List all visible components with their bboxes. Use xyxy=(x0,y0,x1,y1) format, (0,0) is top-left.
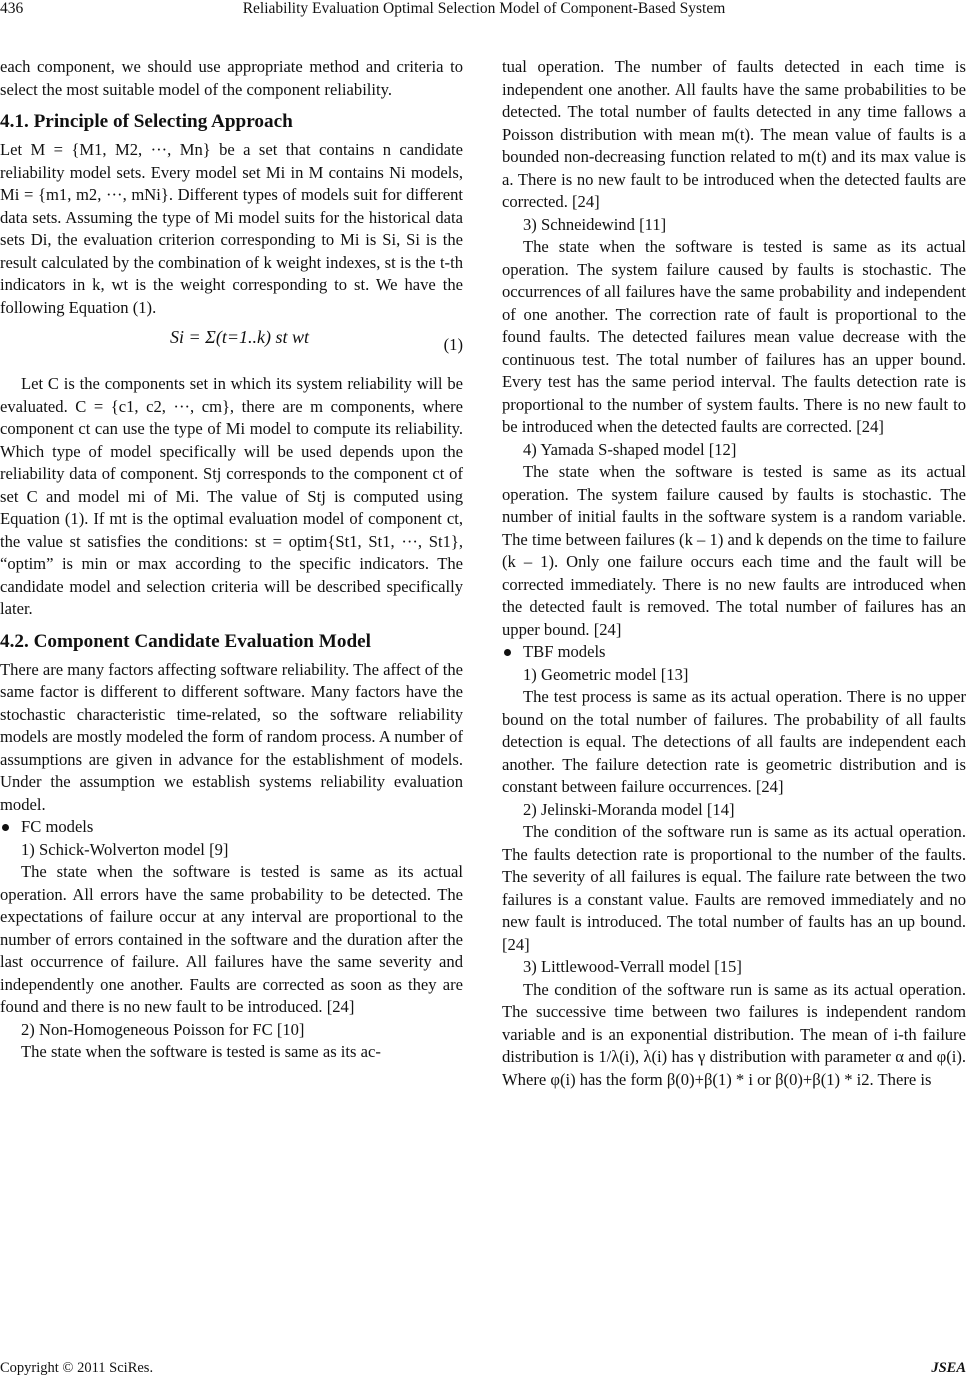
paragraph-4-1b: Let C is the components set in which its system reliability will be evaluated. C = {c1, c2, ···, cm}, there are m components, where component ct can use the type of Mi model to compute its reliability. Which type of model specifically will be used depends upon the reliability data of component. Stj corresponds to the component ct of set C and model mi of Mi. The value of Stj is computed using Equation (1). If mt is the optimal evaluation model of component ct, the value st satisfies the conditions: st = optim{St1, St1, ···, St1}, “optim” is min or max according to the specific indicators. The candidate model and selection criteria will be described specifically later. xyxy=(0,374,463,618)
model-text-littlewood: The condition of the software run is same as its actual operation. The successive time between two failures is independent random variable and is an exponential distribution. The mean of i-th failure distribution is 1/λ(i), λ(i) has γ distribution with parameter α and φ(i). Where φ(i) has the form β(0)+β(1) * i or β(0)+β(1) * i2. There is xyxy=(502,979,966,1089)
bullet-dot-icon xyxy=(504,649,511,656)
bullet-dot-icon xyxy=(2,824,9,831)
page-header xyxy=(0,0,968,26)
intro-paragraph: each component, we should use appropriate method and criteria to select the most suitable model of the component reliability. xyxy=(0,57,463,99)
right-column xyxy=(502,56,966,1091)
running-title: Reliability Evaluation Optimal Selection Model of Component-Based System xyxy=(242,0,726,17)
continued-paragraph: tual operation. The number of faults detected in each time is independent one another. All faults have the same probabilities to be detected. The total number of faults detected in any time fallows a Poisson distribution with mean m(t). The mean value of faults is a bounded non-decreasing function related to m(t) and its max value is a. There is no new fault to be introduced when the detected faults are corrected. [24] xyxy=(502,57,966,211)
page-number: 436 xyxy=(0,0,24,17)
model-label-schneidewind: 3) Schneidewind [11] xyxy=(523,214,667,234)
equation-1-math: Si = Σ(t=1..k) st wt xyxy=(170,327,309,347)
bullet-tbf-models xyxy=(502,641,966,664)
model-label-geometric: 1) Geometric model [13] xyxy=(523,664,689,684)
model-label-jelinski: 2) Jelinski-Moranda model [14] xyxy=(523,799,735,819)
bullet-tbf-label: TBF models xyxy=(523,642,606,661)
equation-1 xyxy=(0,323,463,369)
section-heading-4-1: 4.1. Principle of Selecting Approach xyxy=(0,111,293,132)
model-text-jelinski: The condition of the software run is same as its actual operation. The faults detection rate is proportional to the number of the faults. The severity of all failures is equal. The failure rate between the two failures is a constant value. Faults are removed immediately and no new fault is introduced. The total number of faults has an up bound. [24] xyxy=(502,822,966,954)
copyright-text: Copyright © 2011 SciRes. xyxy=(0,1360,154,1376)
page-footer xyxy=(0,1360,968,1382)
model-text-geometric: The test process is same as its actual operation. There is no upper bound on the total number of failures. The probability of all faults detection is equal. The detections of all faults are independent each another. The failure detection rate is geometric distribution and is constant between failure occurrences. [24] xyxy=(502,687,966,796)
paragraph-4-1a: Let M = {M1, M2, ···, Mn} be a set that contains n candidate reliability model sets. Every model set Mi in M contains Ni models, Mi = {m1, m2, ···, mNi}. Different types of models suit for different data sets. Assuming the type of Mi model suits for the historical data sets Di, the evaluation criterion corresponding to Mi is Si, Si is the result calculated by the combination of k weight indexes, st is the t-th indicators in k, wt is the weight corresponding to st. We have the following Equation (1). xyxy=(0,140,463,317)
bullet-fc-label: FC models xyxy=(21,817,94,836)
model-label-littlewood: 3) Littlewood-Verrall model [15] xyxy=(523,957,742,976)
journal-name: JSEA xyxy=(931,1360,966,1376)
equation-1-number: (1) xyxy=(443,335,463,354)
model-text-yamada: The state when the software is tested is same as its actual operation. The system failure caused by faults is stochastic. The number of initial faults in the software system is a random variable. The time between failures (k – 1) and k depends on the time to failure (k – 1). Only one failure occurs each time and the fault will be corrected immediately. There is no new faults are introduced when the detected fault is removed. The total number of failures has an upper bound. [24] xyxy=(502,462,966,639)
model-label-yamada: 4) Yamada S-shaped model [12] xyxy=(523,439,737,459)
model-text-nhpp: The state when the software is tested is same as its ac- xyxy=(21,1042,381,1061)
model-text-schneidewind: The state when the software is tested is same as its actual operation. The system failure caused by faults is stochastic. The occurrences of all failures have the same probability and independent of one another. The correction rate of fault is proportional to the found faults. The detected failures mean value decrease with the continuous test. The total number of failures has an upper bound. Every test has the same period interval. The faults detection rate is proportional to the number of system faults. There is no new fault to be introduced when the detected faults are corrected. [24] xyxy=(502,237,966,436)
left-column xyxy=(0,56,463,1064)
section-heading-4-2: 4.2. Component Candidate Evaluation Model xyxy=(0,630,371,652)
paragraph-4-2: There are many factors affecting software reliability. The affect of the same factor is different to different software. Many factors have the stochastic characteristic time-related, so the software reliability models are mostly modeled the form of random process. A number of assumptions are given in advance for the establishment of models. Under the assumption we establish systems reliability evaluation model. xyxy=(0,659,463,814)
bullet-fc-models xyxy=(0,816,463,839)
model-label-schick: 1) Schick-Wolverton model [9] xyxy=(21,839,229,859)
model-text-schick: The state when the software is tested is same as its actual operation. All errors have the same probability to be detected. The expectations of failure occur at any interval are proportional to the number of errors contained in the software and the duration after the last occurrence of failure. All failures have the same severity and independently one another. Faults are corrected as soon as they are found and there is no new fault to be introduced. [24] xyxy=(0,862,463,1016)
model-label-nhpp: 2) Non-Homogeneous Poisson for FC [10] xyxy=(21,1019,305,1039)
